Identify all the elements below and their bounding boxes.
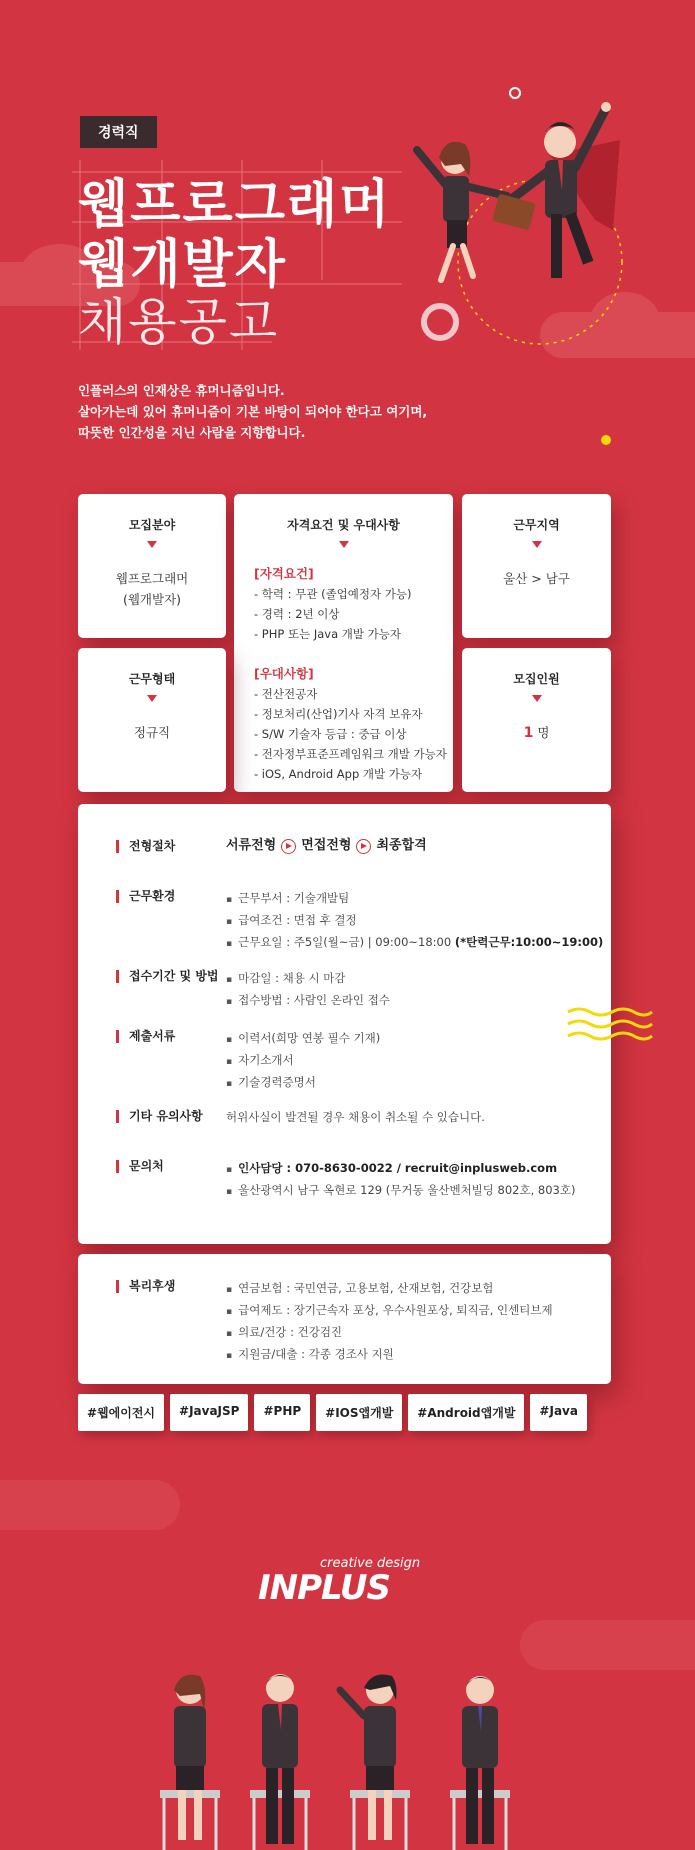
benefit-item: ▪ 급여제도 : 장기근속자 포상, 우수사원포상, 퇴직금, 인센티브제: [226, 1300, 553, 1322]
decorative-squiggle: [566, 1006, 654, 1042]
documents-list: [226, 1028, 380, 1094]
benefits-list: [226, 1278, 553, 1366]
benefit-item: ▪ 연금보험 : 국민연금, 고용보험, 산재보험, 건강보험: [226, 1278, 553, 1300]
qualification-card: [234, 494, 453, 792]
employment-type-title: 근무형태: [128, 672, 176, 686]
requirement-item: - PHP 또는 Java 개발 가능자: [254, 627, 401, 641]
apply-label: 접수기간 및 방법: [116, 970, 219, 983]
benefit-item: ▪ 지원금/대출 : 각종 경조사 지원: [226, 1344, 553, 1366]
field-line: (웹개발자): [122, 592, 182, 607]
qualification-card-title: 자격요건 및 우대사항: [287, 518, 400, 532]
process-label: 전형절차: [116, 840, 175, 853]
seated-staff-illustration: [150, 1660, 550, 1850]
arrow-down-icon: [147, 541, 157, 548]
intro-text: [78, 380, 427, 443]
flex-hours: (*탄력근무:10:00~19:00): [454, 935, 604, 949]
arrow-down-icon: [339, 541, 349, 548]
process-steps: [226, 836, 427, 856]
requirement-item: - 경력 : 2년 이상: [254, 607, 340, 621]
documents-label: 제출서류: [116, 1030, 175, 1043]
headcount-card: [462, 648, 611, 792]
hashtag: #IOS앱개발: [316, 1394, 402, 1431]
flying-workers-illustration: [395, 80, 655, 380]
play-arrow-icon: [281, 839, 296, 854]
employment-type-card: [78, 648, 226, 792]
location-card-title: 근무지역: [513, 518, 560, 532]
hashtag: #Java: [530, 1394, 587, 1431]
arrow-down-icon: [147, 695, 157, 702]
employment-type-value: 정규직: [133, 725, 171, 740]
notes-text: 허위사실이 발견될 경우 채용이 취소될 수 있습니다.: [226, 1110, 485, 1124]
logo-tagline: creative design: [320, 1556, 421, 1571]
decorative-cloud: [0, 1480, 180, 1530]
preference-item: - S/W 기술자 등급 : 중급 이상: [254, 727, 407, 741]
play-arrow-icon: [356, 839, 371, 854]
preference-item: - 전자정부표준프레임워크 개발 가능자: [254, 747, 447, 761]
preference-item: - iOS, Android App 개발 가능자: [254, 767, 423, 781]
hashtag: #PHP: [254, 1394, 310, 1431]
environment-item: ▪ 근무부서 : 기술개발팀: [226, 888, 603, 910]
headcount-number: 1: [523, 725, 534, 741]
intro-line: 따뜻한 인간성을 지닌 사람을 지향합니다.: [78, 425, 306, 440]
intro-line: 살아가는데 있어 휴머니즘이 기본 바탕이 되어야 한다고 여기며,: [78, 404, 428, 419]
contact-address: ▪ 울산광역시 남구 옥현로 129 (무거동 울산벤처빌딩 802호, 803호): [226, 1180, 575, 1202]
headcount-unit: 명: [537, 725, 550, 740]
notes-label: 기타 유의사항: [116, 1110, 203, 1123]
process-step: 면접전형: [301, 838, 352, 853]
preference-item: - 정보처리(산업)기사 자격 보유자: [254, 707, 423, 721]
arrow-down-icon: [532, 541, 542, 548]
process-step: 최종합격: [376, 838, 427, 853]
requirement-item: - 학력 : 무관 (졸업예정자 가능): [254, 587, 412, 601]
environment-label: 근무환경: [116, 890, 175, 903]
headcount-title: 모집인원: [513, 672, 560, 686]
arrow-down-icon: [532, 695, 542, 702]
environment-item: [226, 932, 603, 954]
benefit-item: ▪ 의료/건강 : 건강검진: [226, 1322, 553, 1344]
contact-list: [226, 1158, 575, 1202]
process-step: 서류전형: [226, 838, 277, 853]
document-item: ▪ 이력서(희망 연봉 필수 기재): [226, 1028, 380, 1050]
benefits-panel: [78, 1254, 611, 1384]
environment-list: [226, 888, 603, 954]
location-value: 울산 > 남구: [503, 571, 570, 586]
contact-person: ▪ 인사담당 : 070-8630-0022 / recruit@inplusweb.com: [226, 1158, 575, 1180]
headcount-value: [462, 722, 611, 744]
apply-item: ▪ 마감일 : 채용 시 마감: [226, 968, 390, 990]
title-recruitment: 채용공고: [78, 293, 280, 351]
qualification-list: [254, 564, 453, 784]
title-web-programmer: 웹프로그래머: [78, 175, 392, 235]
field-card-value: [78, 568, 226, 610]
requirements-heading: [자격요건]: [254, 566, 314, 581]
preference-item: - 전산전공자: [254, 687, 318, 701]
apply-item: ▪ 접수방법 : 사람인 온라인 접수: [226, 990, 390, 1012]
preferences-heading: [우대사항]: [254, 666, 314, 681]
details-panel: [78, 804, 611, 1244]
benefits-label: 복리후생: [116, 1280, 175, 1293]
document-item: ▪ 자기소개서: [226, 1050, 380, 1072]
hashtag: #Android앱개발: [408, 1394, 524, 1431]
field-card-title: 모집분야: [128, 518, 176, 532]
intro-line: 인플러스의 인재상은 휴머니즘입니다.: [78, 383, 285, 398]
field-line: 웹프로그래머: [115, 571, 189, 586]
apply-list: [226, 968, 390, 1012]
hashtag: #웹에이전시: [78, 1394, 164, 1431]
location-card: [462, 494, 611, 638]
hashtag-list: [78, 1394, 587, 1431]
field-card: [78, 494, 226, 638]
contact-label: 문의처: [116, 1160, 164, 1173]
inplus-logo: INPLUS: [258, 1568, 390, 1608]
hashtag: #JavaJSP: [170, 1394, 248, 1431]
title-web-developer: 웹개발자: [78, 235, 287, 295]
work-hours: 근무요일 : 주5일(월~금) | 09:00~18:00: [238, 935, 455, 949]
career-badge: 경력직: [80, 116, 157, 148]
environment-item: ▪ 급여조건 : 면접 후 결정: [226, 910, 603, 932]
document-item: ▪ 기술경력증명서: [226, 1072, 380, 1094]
